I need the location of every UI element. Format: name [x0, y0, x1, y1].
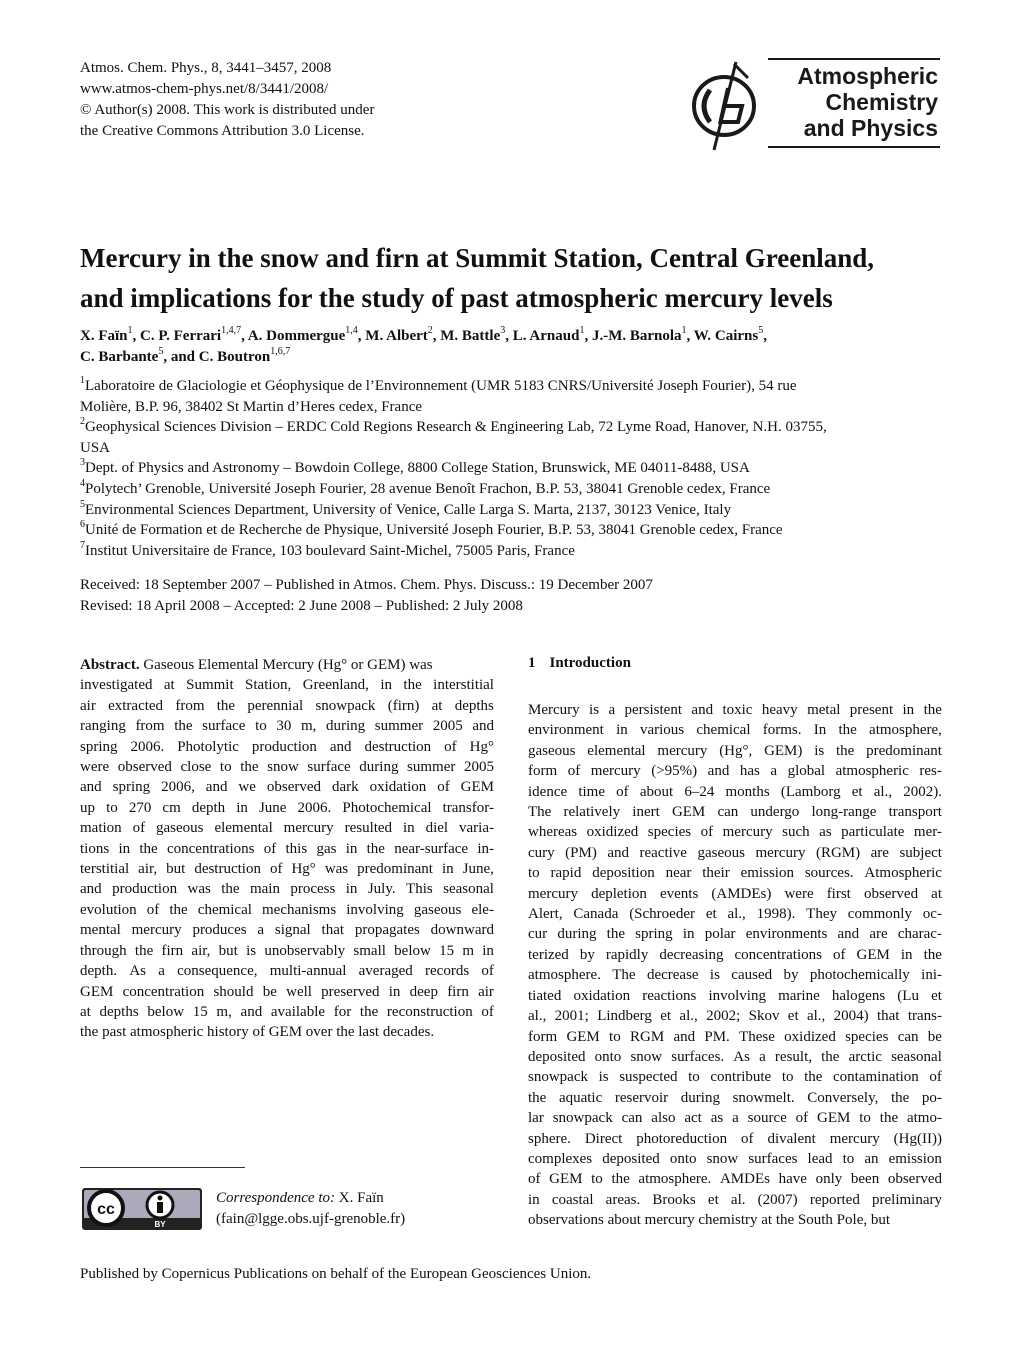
text-line: ranging from the surface to 30 m, during summer 2005 and	[80, 718, 494, 735]
author-separator: ,	[357, 328, 366, 344]
author-name: J.-M. Barnola	[591, 328, 682, 344]
author-name: A. Dommergue	[247, 328, 346, 344]
introduction-text	[528, 700, 942, 1231]
affiliation-line: Molière, B.P. 96, 38402 St Martin d’Heres cedex, France	[80, 398, 423, 415]
text-line: lar snowpack can also act as a source of GEM to the atmo-	[528, 1110, 942, 1127]
text-line: complexes deposited onto snow surfaces lead to an emission	[528, 1150, 942, 1167]
text-line: environment in various chemical forms. In the atmosphere,	[528, 722, 942, 739]
paper-title: Mercury in the snow and firn at Summit Station, Central Greenland, and implications for the study of past atmospheric mercury levels	[80, 243, 875, 313]
text-line: deposited onto snow surfaces. As a result, the arctic seasonal	[528, 1048, 942, 1065]
text-line: tions in the concentrations of this gas in the near-surface in-	[80, 840, 494, 857]
affiliation-line: $^2$Geophysical Sciences Division – ERDC Cold Regions Research & Engineering Lab, 72 Lyme Road, Hanover, N.H. 03755,	[80, 416, 827, 436]
abstract-first-line: Abstract. Gaseous Elemental Mercury (Hg° or GEM) was	[80, 657, 433, 673]
citation-license: © Author(s) 2008. This work is distributed under	[80, 102, 375, 118]
svg-text:cc: cc	[97, 1201, 115, 1218]
author-separator: ,	[432, 328, 441, 344]
received-line: Received: 18 September 2007 – Published in Atmos. Chem. Phys. Discuss.: 19 December 2007	[80, 577, 653, 593]
text-line: Alert, Canada (Schroeder et al., 1998). They commonly oc-	[528, 906, 942, 923]
author-affiliation-marker: 1	[127, 325, 133, 336]
author-separator: ,	[132, 328, 141, 344]
abstract-heading: Abstract.	[80, 657, 140, 673]
text-line: form GEM to RGM and PM. These oxidized species can be	[528, 1028, 942, 1045]
author-affiliation-marker: 1	[579, 325, 585, 336]
text-line: mation of gaseous elemental mercury resulted in diel varia-	[80, 820, 494, 837]
affiliation-line: $^6$Unité de Formation et de Recherche de Physique, Université Joseph Fourier, B.P. 53, 38041 Grenoble cedex, France	[80, 519, 783, 539]
text-line: whereas oxidized species of mercury such as particulate mer-	[528, 824, 942, 841]
text-line: GEM concentration should be well preserved in deep firn air	[80, 983, 494, 1000]
text-line: in coastal areas. Brooks et al. (2007) reported preliminary	[528, 1191, 942, 1208]
text-line: mental mercury produces a signal that propagates downward	[80, 922, 494, 939]
author-separator: ,	[763, 328, 767, 344]
author-affiliation-marker: 3	[500, 325, 506, 336]
text-line: to rapid deposition near their emission sources. Atmospheric	[528, 865, 942, 882]
section-title: Introduction	[549, 655, 631, 671]
text-line: of GEM to the atmosphere. AMDEs have only been observed	[528, 1171, 942, 1188]
journal-citation	[80, 58, 374, 142]
abstract	[80, 655, 494, 1043]
text-line: The relatively inert GEM can undergo long-range transport	[528, 804, 942, 821]
author-separator: ,	[505, 328, 513, 344]
author-affiliation-marker: 2	[427, 325, 433, 336]
text-line: were observed close to the snow surface during summer 2005	[80, 759, 494, 776]
text-line: sphere. Direct photoreduction of divalent mercury (Hg(II))	[528, 1130, 942, 1147]
text-line: cury (PM) and reactive gaseous mercury (RGM) are subject	[528, 844, 942, 861]
author-list	[80, 326, 960, 368]
text-line: tiated oxidation reactions involving marine halogens (Lu et	[528, 987, 942, 1004]
text-line: investigated at Summit Station, Greenland, in the interstitial	[80, 677, 494, 694]
affiliation-line: $^7$Institut Universitaire de France, 103 boulevard Saint-Michel, 75005 Paris, France	[80, 539, 575, 559]
author-name: C. Barbante	[80, 349, 159, 365]
affiliation-number: 2	[80, 416, 85, 428]
affiliation-number: 3	[80, 457, 85, 469]
text-line: depth. As a consequence, multi-annual averaged records of	[80, 963, 494, 980]
text-line: and spring 2006, and we observed dark oxidation of GEM	[80, 779, 494, 796]
author-affiliation-marker: 5	[758, 325, 764, 336]
text-line: spring 2006. Photolytic production and destruction of Hg°	[80, 738, 494, 755]
text-line: atmosphere. The decrease is caused by photochemically ini-	[528, 967, 942, 984]
text-line: gaseous elemental mercury (Hg°, GEM) is the predominant	[528, 742, 942, 759]
correspondence	[216, 1188, 405, 1230]
cc-by-label: BY	[154, 1220, 166, 1229]
text-line: idence time of about 6–24 months (Lamborg et al., 2002).	[528, 783, 942, 800]
text-line: observations about mercury chemistry at the South Pole, but	[528, 1212, 891, 1229]
citation-url[interactable]: www.atmos-chem-phys.net/8/3441/2008/	[80, 81, 329, 97]
text-line: terized by rapidly decreasing concentrations of GEM in the	[528, 946, 942, 963]
text-line: al., 2001; Lindberg et al., 2002; Skov et al., 2004) that trans-	[528, 1008, 942, 1025]
author-name: X. Faïn	[80, 328, 128, 344]
text-line: cur during the spring in polar environments and are charac-	[528, 926, 942, 943]
author-affiliation-marker: 5	[158, 346, 164, 357]
author-separator: ,	[686, 328, 694, 344]
text-line: form of mercury (>95%) and has a global atmospheric res-	[528, 763, 942, 780]
citation-line: Atmos. Chem. Phys., 8, 3441–3457, 2008	[80, 60, 332, 76]
author-separator: ,	[584, 328, 592, 344]
affiliation-line: $^3$Dept. of Physics and Astronomy – Bowdoin College, 8800 College Station, Brunswick, ME 04011-8488, USA	[80, 457, 750, 477]
footnote-rule	[80, 1167, 245, 1168]
revised-line: Revised: 18 April 2008 – Accepted: 2 June 2008 – Published: 2 July 2008	[80, 597, 523, 614]
affiliation-line: $^1$Laboratoire de Glaciologie et Géophysique de l’Environnement (UMR 5183 CNRS/Université Joseph Fourier), 54 rue	[80, 375, 797, 394]
affiliation-number: 5	[80, 498, 85, 510]
affiliation-line: $^4$Polytech’ Grenoble, Université Joseph Fourier, 28 avenue Benoît Frachon, B.P. 53, 38041 Grenoble cedex, France	[80, 477, 771, 497]
author-affiliation-marker: 1,4	[345, 325, 358, 336]
section-heading	[528, 655, 631, 672]
creative-commons-icon	[82, 1188, 202, 1230]
affiliation-number: 1	[80, 375, 85, 386]
affiliations	[80, 376, 960, 561]
text-line: the aquatic reservoir during snowmelt. Conversely, the po-	[528, 1089, 942, 1106]
correspondence-label: Correspondence to:	[216, 1190, 336, 1206]
text-line: the past atmospheric history of GEM over the last decades.	[80, 1024, 435, 1041]
affiliation-number: 4	[80, 477, 85, 489]
section-number: 1	[528, 655, 536, 671]
author-affiliation-marker: 1,6,7	[270, 346, 291, 357]
text-line: Mercury is a persistent and toxic heavy metal present in the	[528, 702, 942, 718]
author-name: C. Boutron	[198, 349, 271, 365]
text-line: terstitial air, but destruction of Hg° was predominant in June,	[80, 861, 494, 878]
publisher-footer: Published by Copernicus Publications on behalf of the European Geosciences Union.	[80, 1266, 592, 1282]
author-name: C. P. Ferrari	[140, 328, 222, 344]
text-line: up to 270 cm depth in June 2006. Photochemical transfor-	[80, 799, 494, 816]
publication-dates	[80, 575, 653, 616]
affiliation-line: $^5$Environmental Sciences Department, University of Venice, Calle Larga S. Marta, 2137, 30123 Venice, Italy	[80, 498, 732, 518]
author-name: M. Albert	[365, 328, 428, 344]
text-line: and production was the main process in July. This seasonal	[80, 881, 494, 898]
affiliation-number: 6	[80, 519, 85, 531]
affiliation-number: 7	[80, 539, 85, 551]
correspondence-email[interactable]: (fain@lgge.obs.ujf-grenoble.fr)	[216, 1211, 406, 1227]
text-line: air extracted from the perennial snowpack (firn) at depths	[80, 697, 494, 714]
affiliation-line: USA	[80, 439, 111, 456]
journal-logo	[684, 58, 940, 152]
author-separator: ,	[241, 328, 248, 344]
text-line: snowpack is suspected to contribute to the contamination of	[528, 1069, 942, 1086]
author-name: L. Arnaud	[512, 328, 580, 344]
journal-name: Atmospheric Chemistry and Physics	[797, 63, 938, 141]
text-line: evolution of the chemical mechanisms involving gaseous ele-	[80, 901, 494, 918]
correspondence-name: X. Faïn	[338, 1190, 384, 1206]
text-line: mercury depletion events (AMDEs) were first observed at	[528, 885, 942, 902]
author-name: W. Cairns	[693, 328, 759, 344]
acp-logo-icon	[684, 58, 768, 152]
author-affiliation-marker: 1	[681, 325, 687, 336]
author-name: M. Battle	[440, 328, 501, 344]
text-line: at depths below 15 m, and available for the reconstruction of	[80, 1003, 494, 1020]
citation-license-line: the Creative Commons Attribution 3.0 License.	[80, 123, 365, 139]
text-line: through the firn air, but is unobservably small below 15 m in	[80, 942, 494, 959]
author-separator: , and	[163, 349, 199, 365]
author-affiliation-marker: 1,4,7	[221, 325, 242, 336]
